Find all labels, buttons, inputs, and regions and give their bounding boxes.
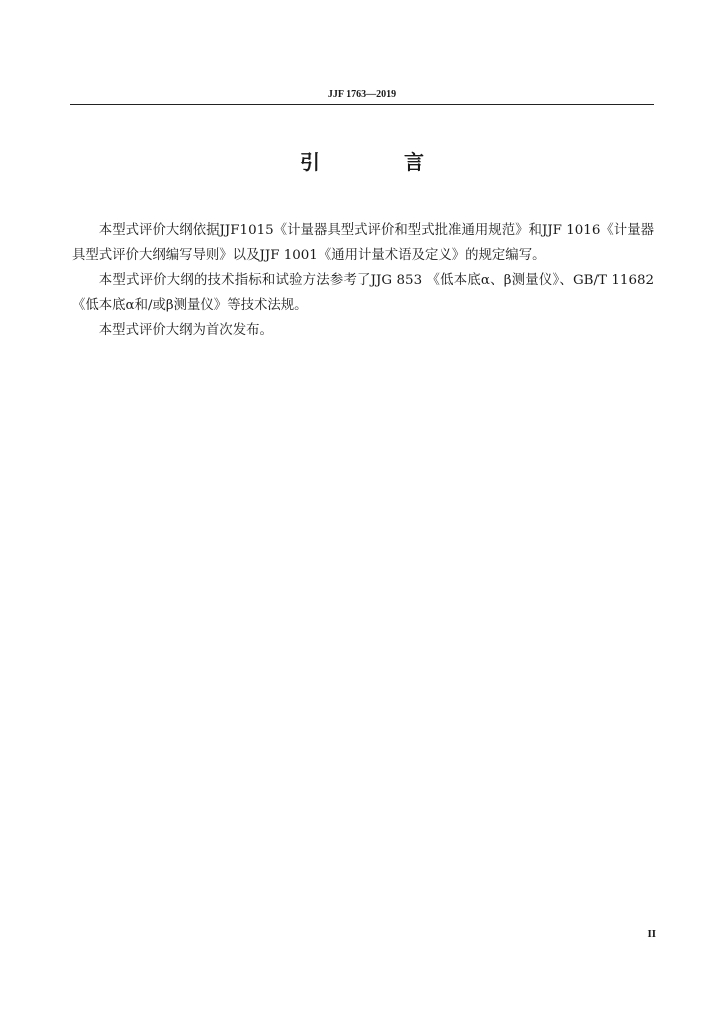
section-title: 引 言 bbox=[300, 150, 456, 174]
page-number: II bbox=[647, 928, 656, 940]
paragraph-basis: 本型式评价大纲依据JJF1015《计量器具型式评价和型式批准通用规范》和JJF 1016《计量器具型式评价大纲编写导则》以及JJF 1001《通用计量术语及定义》的规定编写。 bbox=[72, 223, 654, 263]
paragraph-first-release: 本型式评价大纲为首次发布。 bbox=[98, 323, 273, 338]
standard-code-header: JJF 1763—2019 bbox=[327, 89, 397, 100]
header-rule bbox=[70, 104, 654, 105]
document-body bbox=[72, 218, 654, 343]
paragraph-references: 本型式评价大纲的技术指标和试验方法参考了JJG 853 《低本底α、β测量仪》、GB/T 11682《低本底α和/或β测量仪》等技术法规。 bbox=[72, 273, 654, 313]
